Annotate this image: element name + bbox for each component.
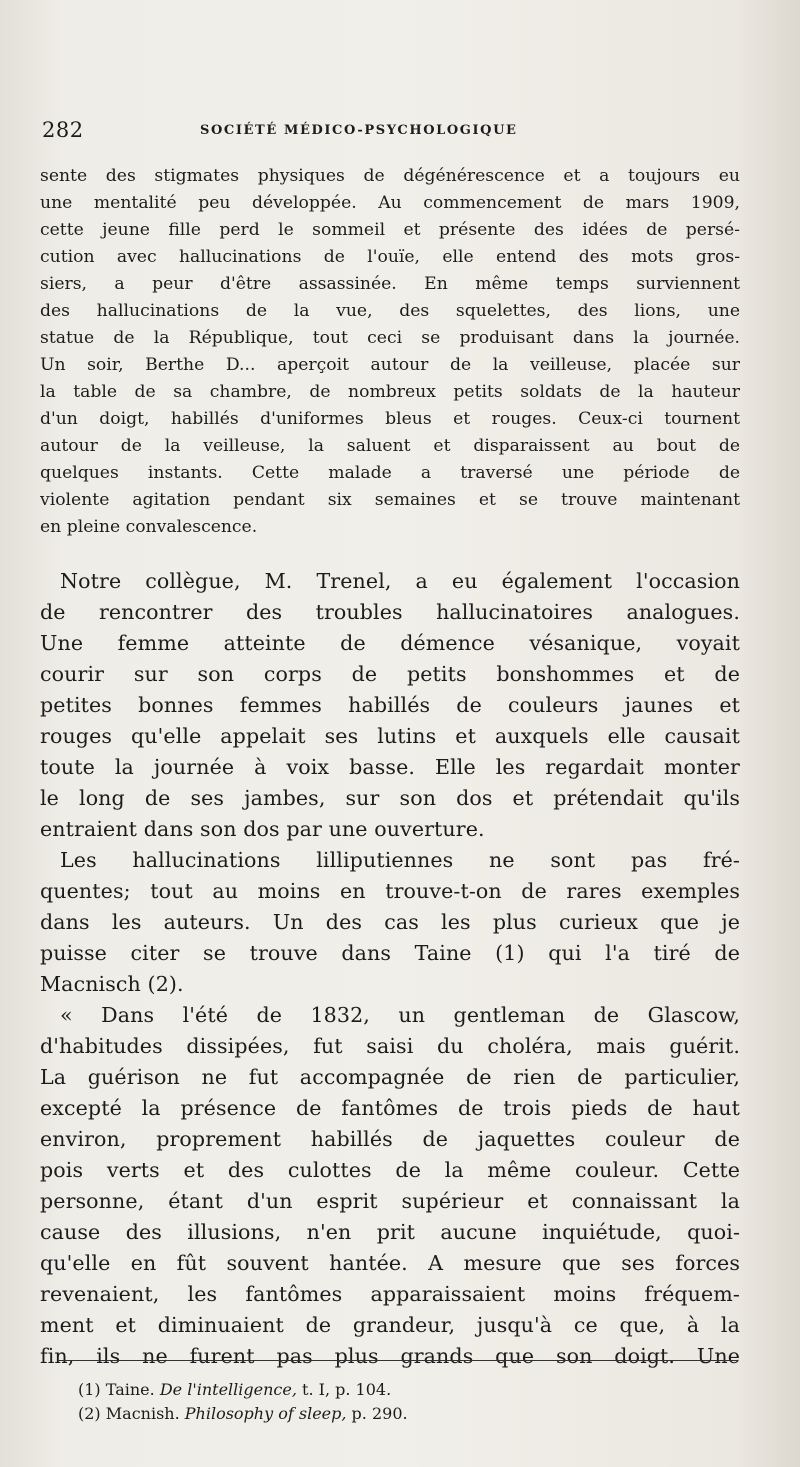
page-number: 282 [42,118,84,142]
text-line: Macnisch (2). [40,972,184,996]
text-line: en pleine convalescence. [40,517,258,537]
text-line: d'un doigt, habillés d'uniformes bleus et rouges. Ceux-ci tournent [40,409,740,429]
text-line: quentes; tout au moins en trouve-t-on de rares exemples [40,879,740,903]
text-line: entraient dans son dos par une ouverture. [40,817,485,841]
footnote-author: Macnish. [105,1404,180,1423]
text-line: quelques instants. Cette malade a traversé une période de [40,463,740,483]
footnote-author: Taine. [105,1380,155,1399]
text-line: d'habitudes dissipées, fut saisi du choléra, mais guérit. [40,1034,740,1058]
text-line: sente des stigmates physiques de dégénérescence et a toujours eu [40,166,740,186]
text-line: une mentalité peu développée. Au commencement de mars 1909, [40,193,740,213]
text-line: des hallucinations de la vue, des squelettes, des lions, une [40,301,740,321]
text-line: Une femme atteinte de démence vésanique, voyait [40,631,740,655]
text-line: ment et diminuaient de grandeur, jusqu'à ce que, à la [40,1313,740,1337]
text-line: « Dans l'été de 1832, un gentleman de Glascow, [60,1003,740,1027]
text-line: revenaient, les fantômes apparaissaient moins fréquem- [40,1282,740,1306]
text-line: petites bonnes femmes habillés de couleurs jaunes et [40,693,740,717]
text-line: Un soir, Berthe D... aperçoit autour de la veilleuse, placée sur [40,355,740,375]
running-title: SOCIÉTÉ MÉDICO-PSYCHOLOGIQUE [200,123,518,138]
text-line: la table de sa chambre, de nombreux petits soldats de la hauteur [40,382,740,402]
text-line: rouges qu'elle appelait ses lutins et auxquels elle causait [40,724,740,748]
footnote-title: Philosophy of sleep, [184,1404,347,1423]
footnote-title: De l'intelligence, [159,1380,297,1399]
text-line: le long de ses jambes, sur son dos et prétendait qu'ils [40,786,740,810]
text-line: statue de la République, tout ceci se produisant dans la journée. [40,328,740,348]
text-line: toute la journée à voix basse. Elle les regardait monter [40,755,740,779]
page-header [42,118,742,148]
text-line: personne, étant d'un esprit supérieur et connaissant la [40,1189,740,1213]
text-line: environ, proprement habillés de jaquettes couleur de [40,1127,740,1151]
text-line: siers, a peur d'être assassinée. En même temps surviennent [40,274,740,294]
text-line: puisse citer se trouve dans Taine (1) qui l'a tiré de [40,941,740,965]
footnote-2 [78,1403,408,1425]
text-line: pois verts et des culottes de la même couleur. Cette [40,1158,740,1182]
text-line: qu'elle en fût souvent hantée. A mesure que ses forces [40,1251,740,1275]
footnote-1 [78,1379,391,1401]
text-line: Notre collègue, M. Trenel, a eu également l'occasion [60,569,740,593]
text-line: excepté la présence de fantômes de trois pieds de haut [40,1096,740,1120]
text-line: cution avec hallucinations de l'ouïe, elle entend des mots gros- [40,247,740,267]
footnote-divider [58,1360,738,1361]
footnote-reference: t. I, p. 104. [302,1380,392,1399]
text-line: courir sur son corps de petits bonshommes et de [40,662,740,686]
text-line: violente agitation pendant six semaines et se trouve maintenant [40,490,740,510]
footnote-reference: p. 290. [351,1404,408,1423]
text-line: cause des illusions, n'en prit aucune inquiétude, quoi- [40,1220,740,1244]
footnote-marker: (2) [78,1404,101,1423]
text-line: Les hallucinations lilliputiennes ne sont pas fré- [60,848,740,872]
text-line: autour de la veilleuse, la saluent et disparaissent au bout de [40,436,740,456]
text-line: dans les auteurs. Un des cas les plus curieux que je [40,910,740,934]
text-line: fin, ils ne furent pas plus grands que son doigt. Une [40,1344,740,1368]
text-line: de rencontrer des troubles hallucinatoires analogues. [40,600,740,624]
text-line: La guérison ne fut accompagnée de rien de particulier, [40,1065,740,1089]
footnote-marker: (1) [78,1380,101,1399]
text-line: cette jeune fille perd le sommeil et présente des idées de persé- [40,220,740,240]
